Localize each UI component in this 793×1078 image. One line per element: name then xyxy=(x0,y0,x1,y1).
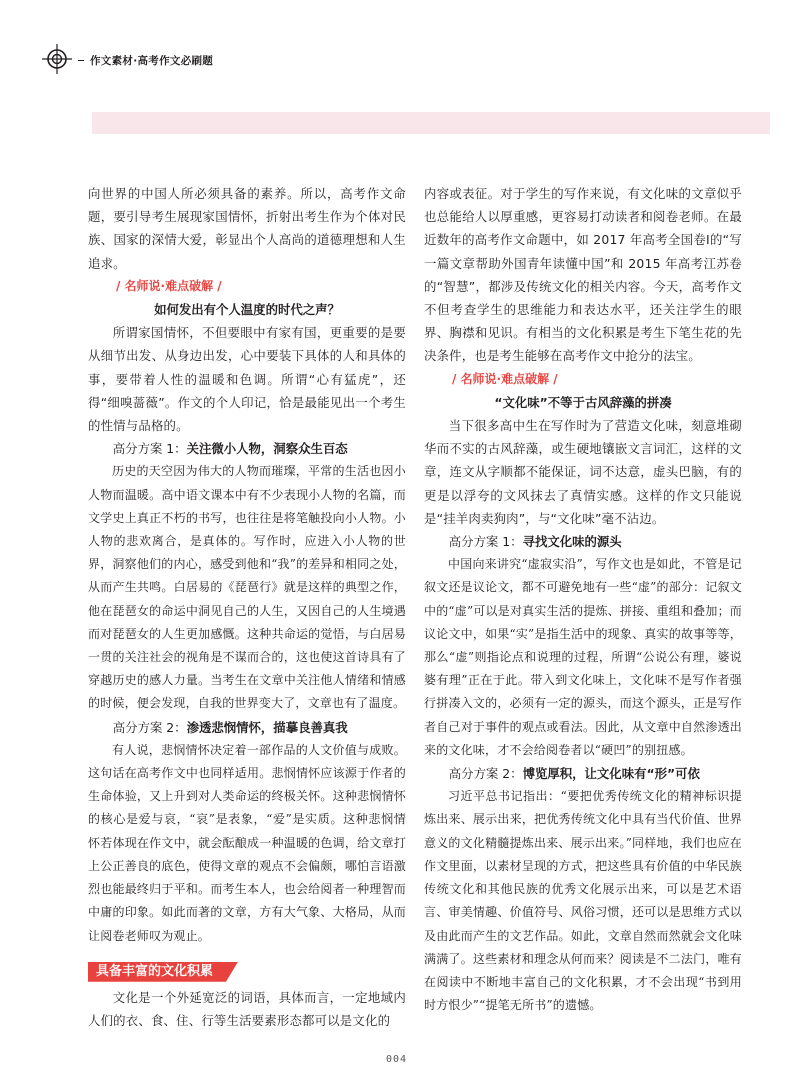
paragraph: 内容或表征。对于学生的写作来说，有文化味的文章似乎也总能给人以厚重感，更容易打动读者和阅卷老师。在最近数年的高考作文命题中，如 2017 年高考全国卷Ⅰ的“写一篇文章帮助外国青年读懂中国”和 2015 年高考江苏卷的“智慧”，都涉及传统文化的相关内容。今天，高考作文不但考查学生的思维能力和表达水平，还关注学生的眼界、胸襟和见识。有相当的文化积累是考生下笔生花的先决条件，也是考生能够在高考作文中抢分的法宝。 xyxy=(424,186,742,364)
plan-heading xyxy=(88,437,406,460)
subheading: 如何发出有个人温度的时代之声？ xyxy=(154,302,340,318)
paragraph: 中国向来讲究“虚寂实沿”，写作文也是如此，不管是记叙文还是议论文，都不可避免地有一些“虚”的部分：记叙文中的“虚”可以是对真实生活的提炼、拼接、重组和叠加；而议论文中，如果“实”是指生活中的现象、真实的故事等等，那么“虚”则指论点和说理的过程，所谓“公说公有理，婆说婆有理”正在于此。带入到文化味上，文化味不是写作者强行拼凑入文的，必须有一定的源头，而这个源头，正是写作者自己对于事件的观点或看法。因此，从文章中自然渗透出来的文化味，才不会给阅卷者以“硬凹”的别扭感。 xyxy=(424,557,742,757)
section-heading xyxy=(88,962,406,982)
page-number: 004 xyxy=(385,1054,408,1065)
plan-heading xyxy=(424,530,742,553)
plan-heading xyxy=(88,716,406,739)
plan-title: 寻找文化味的源头 xyxy=(522,534,622,550)
header-rule xyxy=(78,60,84,61)
paragraph: 所谓家国情怀，不但要眼中有家有国，更重要的是要从细节出发、从身边出发，心中要装下具体的人和具体的事，要带着人性的温暖和色调。所谓“心有猛虎”，还得“细嗅蔷薇”。作文的个人印记，恰是最能见出一个考生的性情与品格的。 xyxy=(88,325,406,434)
plan-label: 高分方案 1： xyxy=(112,441,187,457)
paragraph: 历史的天空因为伟大的人物而璀璨，平常的生活也因小人物而温暖。高中语文课本中有不少表现小人物的名篇，而文学史上真正不朽的书写，也往往是将笔触投向小人物。小人物的悲欢离合，是真体的。写作时，应进入小人物的世界，洞察他们的内心，感受到他和“我”的差异和相同之处，从而产生共鸣。白居易的《琵琶行》就是这样的典型之作，他在琵琶女的命运中洞见自己的人生，又因自己的人生境遇而对琵琶女的人生更加感慨。这种共命运的觉悟，与白居易一贯的关注社会的视角是不谋而合的，这也使这首诗具有了穿越历史的感人力量。当考生在文章中关注他人情绪和情感的时候，便会发现，自我的世界变大了，文章也有了温度。 xyxy=(88,464,406,711)
paragraph: 向世界的中国人所必须具备的素养。所以，高考作文命题，要引导考生展现家国情怀，折射出考生作为个体对民族、国家的深情大爱，彰显出个人高尚的道德理想和人生追求。 xyxy=(88,186,406,271)
plan-heading xyxy=(424,762,742,785)
paragraph: 有人说，悲悯情怀决定着一部作品的人文价值与成败。这句话在高考作文中也同样适用。悲悯情怀应该源于作者的生命体验，又上升到对人类命运的终极关怀。这种悲悯情怀的核心是爱与哀，“哀”是表象，“爱”是实质。这种悲悯情怀若体现在作文中，就会酝酿成一种温暖的色调，给文章打上公正善良的底色，使得文章的观点不会偏颇，哪怕言语激烈也能最终归于平和。而考生本人，也会给阅者一种理智而中庸的印象。如此而著的文章，方有大气象、大格局，从而让阅卷老师叹为观止。 xyxy=(88,742,406,943)
paragraph: 当下很多高中生在写作时为了营造文化味，刻意堆砌华而不实的古风辞藻，或生硬地镶嵌文言词汇，这样的文章，连文从字顺都不能保证，词不达意，虚头巴脑，有的更是以浮夸的文风抹去了真情实感。这样的作文只能说是“挂羊肉卖狗肉”，与“文化味”毫不沾边。 xyxy=(424,418,742,526)
plan-label: 高分方案 2： xyxy=(448,766,523,782)
running-header: 作文素材·高考作文必刷题 xyxy=(90,55,214,67)
paragraph: 习近平总书记指出：“要把优秀传统文化的精神标识提炼出来、展示出来，把优秀传统文化中具有当代价值、世界意义的文化精髓提炼出来、展示出来。”同样地，我们也应在作文里面，以素材呈现的方式，把这些具有价值的中华民族传统文化和其他民族的优秀文化展示出来，可以是艺术语言、审美情趣、价值符号、风俗习惯，还可以是思维方式以及由此而产生的文艺作品。如此，文章自然而然就会文化味满满了。这些素材和理念从何而来？阅读是不二法门，唯有在阅读中不断地丰富自己的文化积累，才不会出现“书到用时方恨少”“提笔无所书”的遗憾。 xyxy=(424,789,742,1013)
plan-title: 关注微小人物，洞察众生百态 xyxy=(186,441,348,457)
section-heading-text: 具备丰富的文化积累 xyxy=(96,963,214,979)
tip-tag: / 名师说·难点破解 / xyxy=(452,371,558,386)
left-column xyxy=(88,182,406,1032)
plan-label: 高分方案 1： xyxy=(448,534,523,550)
plan-label: 高分方案 2： xyxy=(112,719,187,735)
tip-tag: / 名师说·难点破解 / xyxy=(116,278,222,293)
plan-title: 博览厚积，让文化味有“形”可依 xyxy=(522,766,700,782)
plan-title: 渗透悲悯情怀，描摹良善真我 xyxy=(186,719,348,735)
registration-mark-icon xyxy=(42,44,72,74)
decorative-band xyxy=(92,112,770,134)
subheading: “文化味”不等于古风辞藻的拼凑 xyxy=(494,394,672,410)
paragraph: 文化是一个外延宽泛的词语，具体而言，一定地域内人们的衣、食、住、行等生活要素形态都可以是文化的 xyxy=(88,989,406,1028)
right-column xyxy=(424,182,742,1017)
